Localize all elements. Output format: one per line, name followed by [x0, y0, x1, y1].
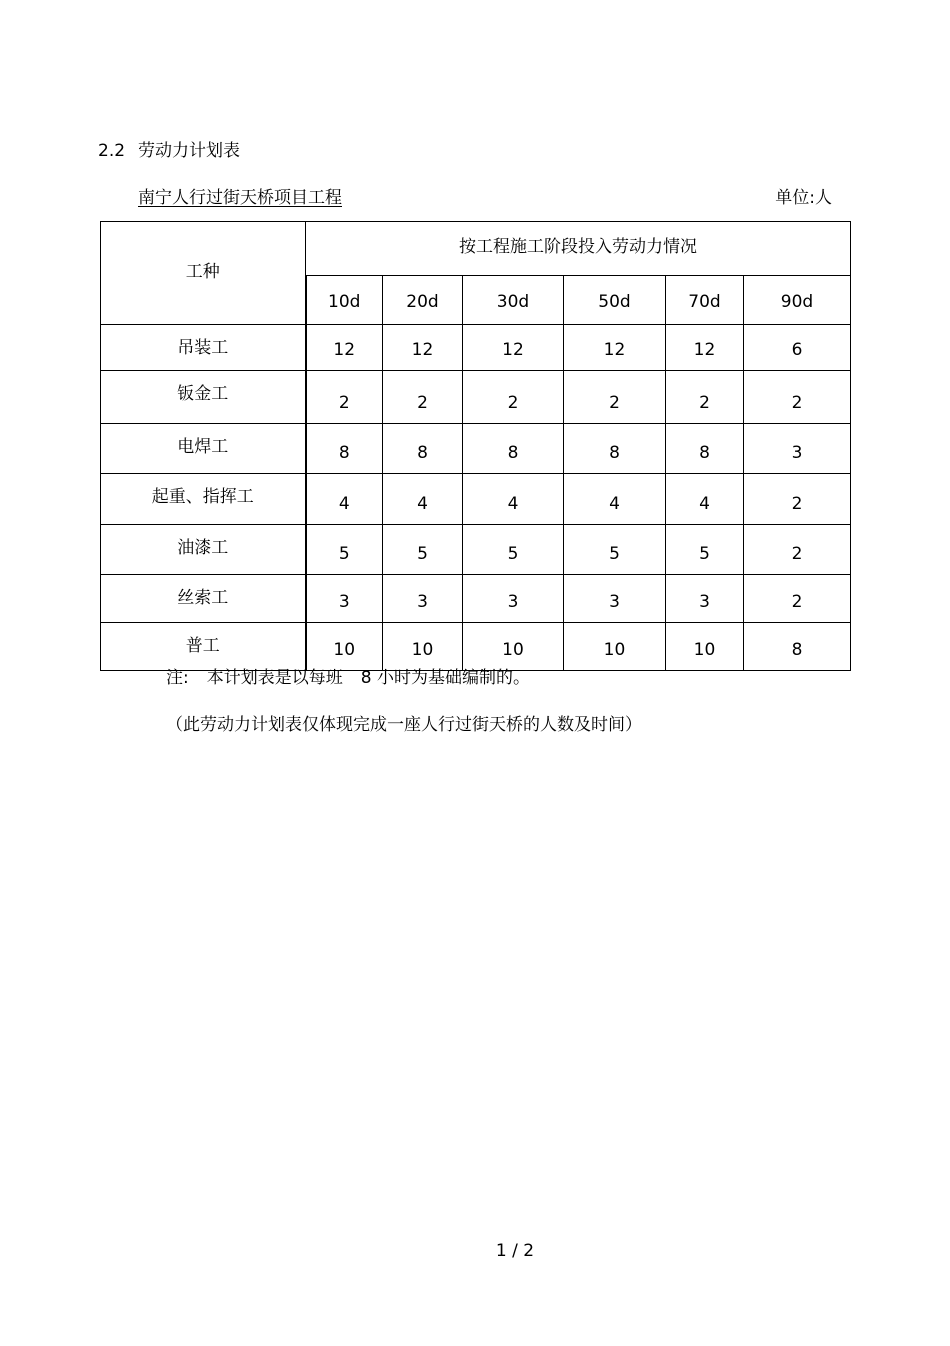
worker-count: 4 [564, 474, 666, 525]
worker-count: 5 [383, 525, 463, 575]
worker-count: 2 [666, 371, 744, 424]
worker-count: 2 [744, 474, 851, 525]
table-row [101, 424, 851, 474]
day-column-header: 20d [383, 276, 463, 325]
worker-count: 12 [383, 325, 463, 371]
worker-count: 2 [463, 371, 564, 424]
worker-count: 2 [744, 575, 851, 623]
worker-count: 2 [564, 371, 666, 424]
worker-count: 12 [463, 325, 564, 371]
worker-count: 10 [564, 623, 666, 671]
trade-name: 电焊工 [101, 424, 306, 474]
project-name: 南宁人行过街天桥项目工程 [138, 188, 342, 208]
note-prefix: 注: [166, 668, 189, 688]
table-row [101, 371, 851, 424]
worker-count: 5 [666, 525, 744, 575]
worker-count: 3 [383, 575, 463, 623]
remark-text: （此劳动力计划表仅体现完成一座人行过街天桥的人数及时间） [166, 715, 642, 735]
section-heading [98, 136, 240, 161]
trade-name: 油漆工 [101, 525, 306, 575]
worker-count: 8 [463, 424, 564, 474]
labor-plan-table [100, 221, 851, 671]
day-column-header: 10d [306, 276, 383, 325]
worker-count: 2 [306, 371, 383, 424]
worker-count: 4 [383, 474, 463, 525]
table-note [166, 663, 530, 688]
worker-count: 2 [744, 525, 851, 575]
phase-header: 按工程施工阶段投入劳动力情况 [306, 222, 851, 276]
table-row [101, 474, 851, 525]
worker-count: 12 [666, 325, 744, 371]
worker-count: 8 [564, 424, 666, 474]
table-row [101, 525, 851, 575]
day-column-header: 90d [744, 276, 851, 325]
table-row [101, 325, 851, 371]
worker-count: 8 [744, 623, 851, 671]
worker-count: 3 [463, 575, 564, 623]
section-number: 2.2 [98, 141, 126, 161]
trade-name: 钣金工 [101, 371, 306, 424]
worker-count: 8 [306, 424, 383, 474]
section-title: 劳动力计划表 [138, 141, 240, 161]
worker-count: 12 [306, 325, 383, 371]
note-text: 8 小时为基础编制的。 [360, 668, 530, 688]
worker-count: 4 [463, 474, 564, 525]
worker-count: 3 [744, 424, 851, 474]
worker-count: 5 [306, 525, 383, 575]
worker-count: 10 [306, 623, 383, 671]
worker-count: 10 [383, 623, 463, 671]
worker-count: 3 [306, 575, 383, 623]
day-column-header: 30d [463, 276, 564, 325]
page-number: 1 / 2 [495, 1241, 535, 1261]
worker-count: 4 [666, 474, 744, 525]
table-row [101, 575, 851, 623]
worker-count: 5 [463, 525, 564, 575]
trade-name: 普工 [101, 623, 306, 671]
worker-count: 8 [383, 424, 463, 474]
trade-name: 吊装工 [101, 325, 306, 371]
trade-header: 工种 [101, 222, 306, 325]
trade-name: 起重、指挥工 [101, 474, 306, 525]
day-column-header: 50d [564, 276, 666, 325]
worker-count: 10 [666, 623, 744, 671]
worker-count: 4 [306, 474, 383, 525]
note-text: 本计划表是以每班 [206, 668, 343, 688]
worker-count: 6 [744, 325, 851, 371]
day-column-header: 70d [666, 276, 744, 325]
worker-count: 12 [564, 325, 666, 371]
worker-count: 3 [564, 575, 666, 623]
worker-count: 5 [564, 525, 666, 575]
worker-count: 8 [666, 424, 744, 474]
unit-label: 单位:人 [775, 188, 832, 208]
worker-count: 3 [666, 575, 744, 623]
trade-name: 丝索工 [101, 575, 306, 623]
worker-count: 10 [463, 623, 564, 671]
worker-count: 2 [744, 371, 851, 424]
worker-count: 2 [383, 371, 463, 424]
